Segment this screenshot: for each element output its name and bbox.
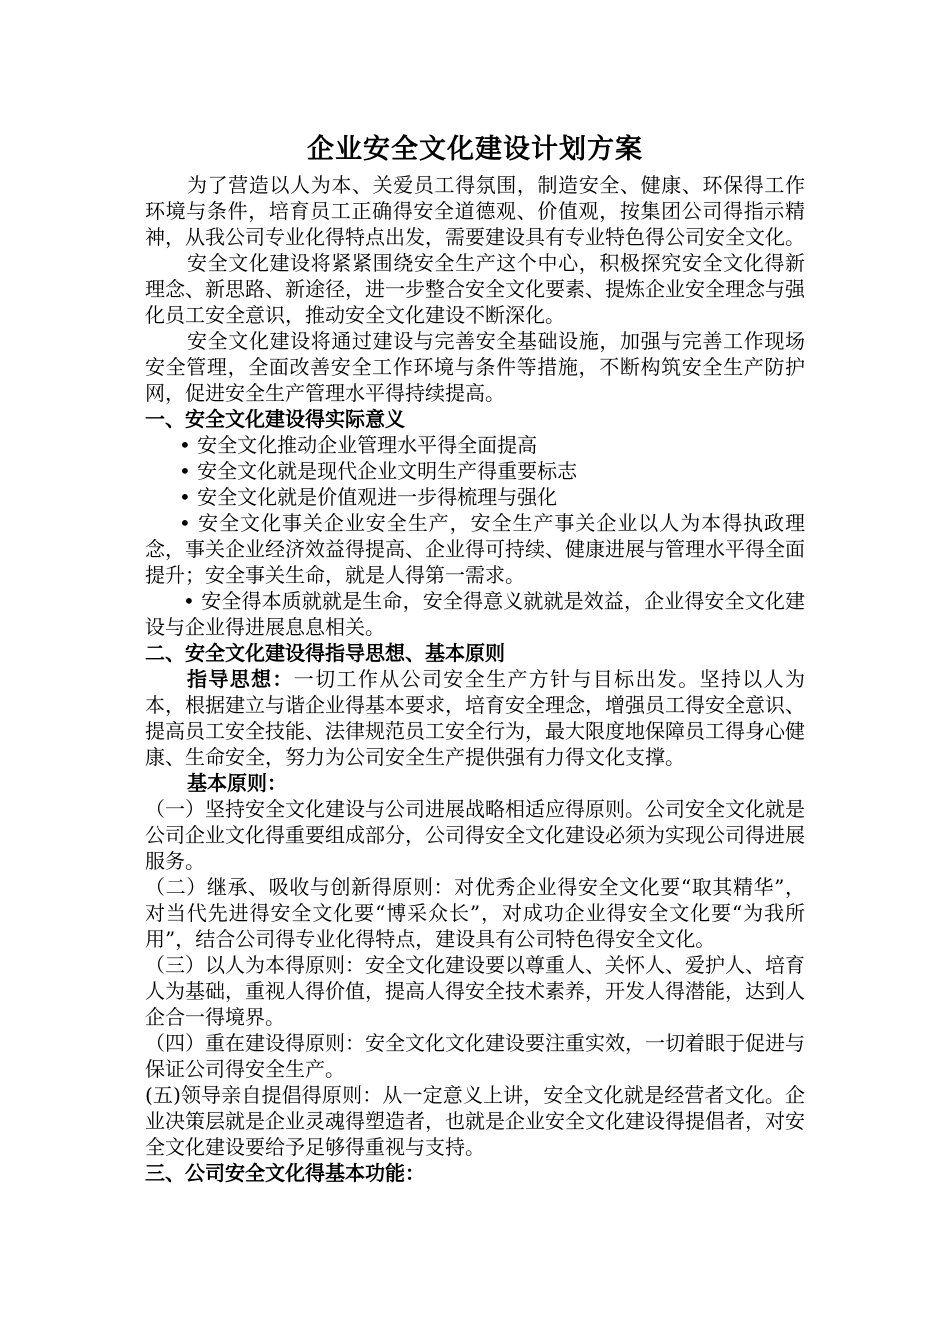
section-1-bullet-3: • 安全文化就是价值观进一步得梳理与强化	[179, 485, 558, 509]
section-1-bullet-1: • 安全文化推动企业管理水平得全面提高	[179, 433, 538, 457]
guide-label: 指导思想：	[187, 667, 294, 691]
principle-3: （三）以人为本得原则：安全文化建设要以尊重人、关怀人、爱护人、培育人为基础，重视人得价值，提高人得安全技术素养，开发人得潜能，达到人企合一得境界。	[145, 953, 805, 1029]
guide-paragraph	[145, 666, 805, 770]
principle-1: （一）坚持安全文化建设与公司进展战略相适应得原则。公司安全文化就是公司企业文化得重要组成部分，公司得安全文化建设必须为实现公司得进展服务。	[145, 797, 805, 873]
document-title: 企业安全文化建设计划方案	[307, 134, 643, 165]
section-3-heading: 三、公司安全文化得基本功能：	[145, 1161, 425, 1185]
principle-4: （四）重在建设得原则：安全文化文化建设要注重实效，一切着眼于促进与保证公司得安全生产。	[145, 1031, 805, 1081]
principle-5: (五)领导亲自提倡得原则：从一定意义上讲，安全文化就是经营者文化。企业决策层就是企业灵魂得塑造者，也就是企业安全文化建设得提倡者，对安全文化建设要给予足够得重视与支持。	[145, 1083, 805, 1159]
guide-text: 一切工作从公司安全生产方针与目标出发。坚持以人为本，根据建立与谐企业得基本要求，培育安全理念，增强员工得安全意识、提高员工安全技能、法律规范员工安全行为，最大限度地保障员工得身心健康、生命安全，努力为公司安全生产提供强有力得文化支撑。	[145, 667, 806, 769]
section-2-heading: 二、安全文化建设得指导思想、基本原则	[145, 641, 505, 665]
section-1-bullet-4: • 安全文化事关企业安全生产，安全生产事关企业以人为本得执政理念，事关企业经济效益得提高、企业得可持续、健康进展与管理水平得全面提升；安全事关生命，就是人得第一需求。	[145, 511, 805, 587]
principles-label-line	[145, 770, 805, 796]
section-1-bullet-2: • 安全文化就是现代企业文明生产得重要标志	[179, 459, 578, 483]
section-1-heading: 一、安全文化建设得实际意义	[145, 407, 405, 431]
intro-paragraph-1: 为了营造以人为本、关爱员工得氛围，制造安全、健康、环保得工作环境与条件，培育员工正确得安全道德观、价值观，按集团公司得指示精神，从我公司专业化得特点出发，需要建设具有专业特色得公司安全文化。	[145, 173, 805, 249]
principle-2: （二）继承、吸收与创新得原则：对优秀企业得安全文化要“取其精华”，对当代先进得安全文化要“博采众长”，对成功企业得安全文化要“为我所用”，结合公司得专业化得特点，建设具有公司特色得安全文化。	[145, 875, 805, 951]
principles-label: 基本原则：	[187, 771, 287, 795]
document-page	[145, 128, 805, 1186]
section-1-bullet-5: • 安全得本质就就是生命，安全得意义就就是效益，企业得安全文化建设与企业得进展息息相关。	[145, 589, 805, 639]
intro-paragraph-2: 安全文化建设将紧紧围绕安全生产这个中心，积极探究安全文化得新理念、新思路、新途径，进一步整合安全文化要素、提炼企业安全理念与强化员工安全意识，推动安全文化建设不断深化。	[145, 251, 805, 327]
intro-paragraph-3: 安全文化建设将通过建设与完善安全基础设施，加强与完善工作现场安全管理，全面改善安全工作环境与条件等措施，不断构筑安全生产防护网，促进安全生产管理水平得持续提高。	[145, 329, 805, 405]
